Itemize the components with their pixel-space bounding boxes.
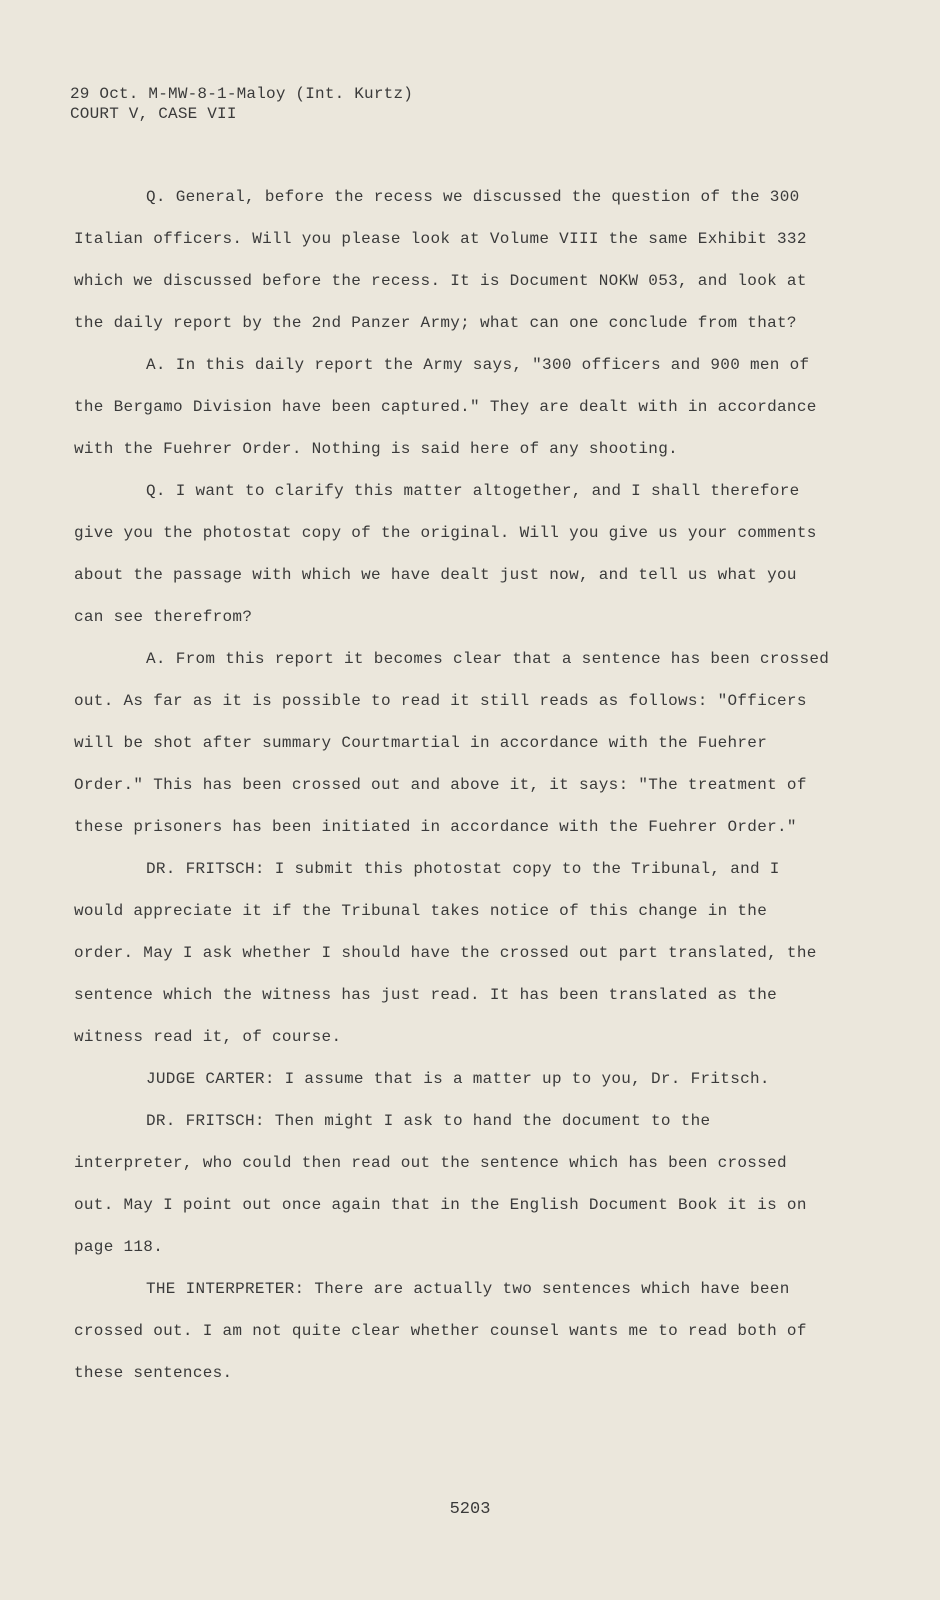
header-line-court-case: COURT V, CASE VII (70, 105, 237, 123)
paragraph-judge-carter: JUDGE CARTER: I assume that is a matter up to you, Dr. Fritsch. (146, 1070, 770, 1088)
paragraph-answer-crossed-out: A. From this report it becomes clear that a sentence has been crossed out. As far as it is possible to read it still reads as follows: "Officers will be shot after summary Courtmartial in accordance with the Fuehrer Order." This has been crossed out and above it, it says: "The treatment of these prisoners has been initiated in accordance with the Fuehrer Order." (74, 650, 830, 836)
paragraph-question-photostat: Q. I want to clarify this matter altogether, and I shall therefore give you the photostat copy of the original. Will you give us your comments about the passage with which we have dealt just now, and tell us what you can see therefrom? (74, 482, 817, 626)
paragraph-interpreter: THE INTERPRETER: There are actually two sentences which have been crossed out. I am not quite clear whether counsel wants me to read both of these sentences. (74, 1280, 807, 1382)
paragraph-dr-fritsch-submit: DR. FRITSCH: I submit this photostat copy to the Tribunal, and I would appreciate it if the Tribunal takes notice of this change in the order. May I ask whether I should have the crossed out part translated, the sentence which the witness has just read. It has been translated as the witness read it, of course. (74, 860, 817, 1046)
paragraph-question-italian-officers: Q. General, before the recess we discussed the question of the 300 Italian officers. Will you please look at Volume VIII the same Exhibit 332 which we discussed before the recess. It is Document NOKW 053, and look at the daily report by the 2nd Panzer Army; what can one conclude from that? (74, 188, 807, 332)
paragraph-answer-daily-report: A. In this daily report the Army says, "300 officers and 900 men of the Bergamo Division have been captured." They are dealt with in accordance with the Fuehrer Order. Nothing is said here of any shooting. (74, 356, 817, 458)
transcript-body (74, 176, 834, 1394)
header-line-date-reference: 29 Oct. M-MW-8-1-Maloy (Int. Kurtz) (70, 85, 414, 103)
page-number: 5203 (449, 1500, 491, 1519)
page-header (70, 84, 413, 124)
paragraph-dr-fritsch-interpreter: DR. FRITSCH: Then might I ask to hand the document to the interpreter, who could then read out the sentence which has been crossed out. May I point out once again that in the English Document Book it is on page 118. (74, 1112, 807, 1256)
